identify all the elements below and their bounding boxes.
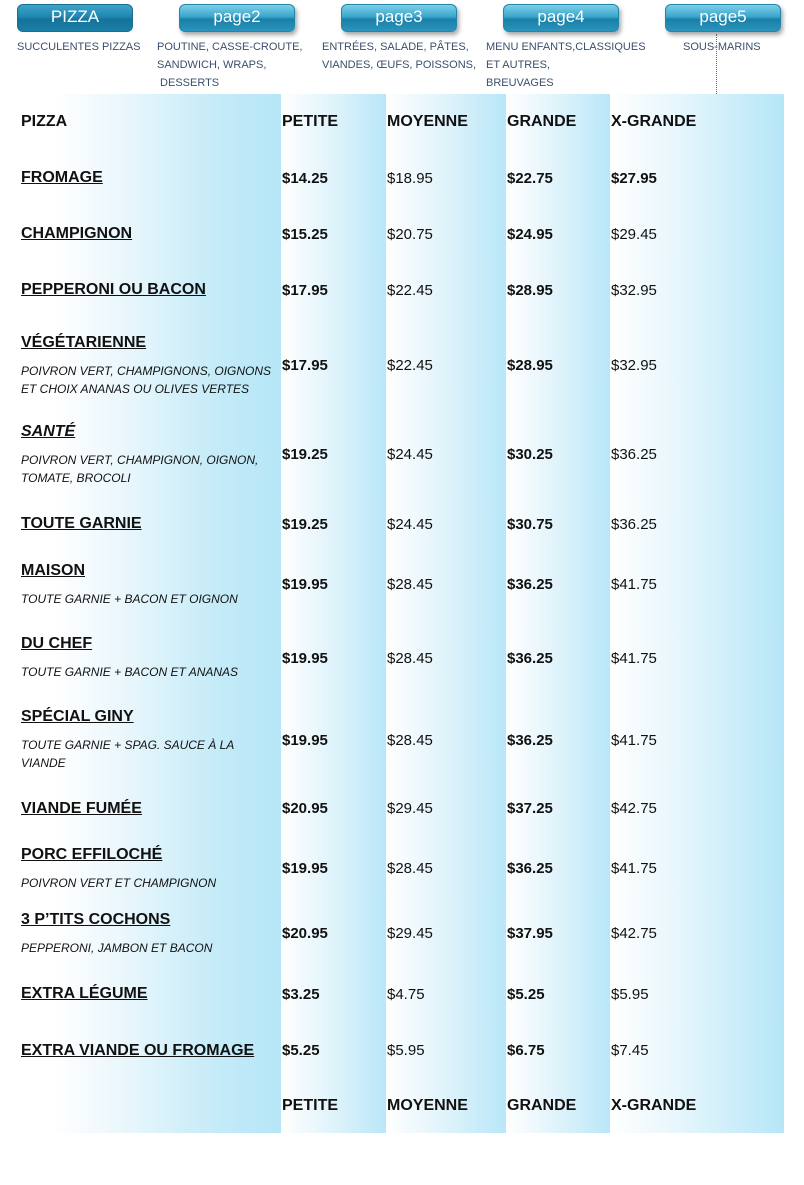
- nav-subtitle-page5: [683, 38, 783, 56]
- price-moyenne: $22.45: [386, 318, 506, 413]
- item-description: POIVRON VERT, CHAMPIGNON, OIGNON, TOMATE, BROCOLI: [21, 452, 259, 485]
- price-moyenne: $24.45: [386, 496, 506, 552]
- nav-button-page4[interactable]: page4: [503, 4, 619, 32]
- nav-subtitle-line: VIANDES, ŒUFS, POISSONS,: [322, 59, 477, 71]
- table-row: [17, 781, 784, 836]
- price-xgrande: $27.95: [610, 150, 784, 206]
- item-name[interactable]: EXTRA VIANDE OU FROMAGE: [21, 1041, 255, 1059]
- item-description: TOUTE GARNIE + BACON ET OIGNON: [21, 591, 238, 606]
- price-moyenne: $20.75: [386, 206, 506, 262]
- price-xgrande: $41.75: [610, 617, 784, 699]
- table-row: [17, 699, 784, 781]
- item-name[interactable]: VÉGÉTARIENNE: [21, 333, 147, 351]
- price-grande: $6.75: [506, 1022, 610, 1079]
- price-moyenne: $18.95: [386, 150, 506, 206]
- price-petite: $19.25: [281, 413, 386, 496]
- nav-subtitle-line: SOUS-MARINS: [683, 41, 761, 53]
- price-grande: $30.25: [506, 413, 610, 496]
- item-name-cell: [17, 699, 281, 781]
- item-name-cell: [17, 781, 281, 836]
- nav-subtitle-line: ENTRÉES, SALADE, PÂTES,: [322, 41, 469, 53]
- nav-button-pizza[interactable]: PIZZA: [17, 4, 133, 32]
- price-petite: $3.25: [281, 966, 386, 1022]
- price-xgrande: $36.25: [610, 496, 784, 552]
- nav-button-page2[interactable]: page2: [179, 4, 295, 32]
- price-moyenne: $24.45: [386, 413, 506, 496]
- table-row: [17, 496, 784, 552]
- item-name[interactable]: PORC EFFILOCHÉ: [21, 845, 163, 863]
- price-grande: $36.25: [506, 699, 610, 781]
- item-name[interactable]: VIANDE FUMÉE: [21, 799, 142, 817]
- nav-subtitle-line: SUCCULENTES PIZZAS: [17, 41, 141, 53]
- price-petite: $19.25: [281, 496, 386, 552]
- price-grande: $30.75: [506, 496, 610, 552]
- table-row: [17, 552, 784, 617]
- price-petite: $14.25: [281, 150, 386, 206]
- price-grande: $22.75: [506, 150, 610, 206]
- price-moyenne: $29.45: [386, 901, 506, 966]
- price-petite: $20.95: [281, 781, 386, 836]
- price-grande: $28.95: [506, 262, 610, 318]
- table-header-row: [17, 94, 784, 150]
- price-moyenne: $5.95: [386, 1022, 506, 1079]
- nav-subtitle-pizza: [17, 38, 157, 56]
- nav-button-page5[interactable]: page5: [665, 4, 781, 32]
- item-name-cell: [17, 150, 281, 206]
- price-petite: $15.25: [281, 206, 386, 262]
- table-row: [17, 617, 784, 699]
- item-name-cell: [17, 413, 281, 496]
- price-xgrande: $32.95: [610, 318, 784, 413]
- item-name[interactable]: TOUTE GARNIE: [21, 515, 142, 532]
- item-name-cell: [17, 617, 281, 699]
- table-row: [17, 836, 784, 901]
- nav-subtitle-line: DESSERTS: [157, 77, 220, 89]
- item-name-cell: [17, 318, 281, 413]
- nav-subtitle-page3: [322, 38, 482, 74]
- nav-subtitle-line: BREUVAGES: [486, 77, 554, 89]
- price-xgrande: $42.75: [610, 901, 784, 966]
- item-name[interactable]: PEPPERONI OU BACON: [21, 281, 206, 298]
- price-petite: $19.95: [281, 552, 386, 617]
- price-moyenne: $28.45: [386, 617, 506, 699]
- item-name-cell: [17, 552, 281, 617]
- footer-moyenne: MOYENNE: [386, 1079, 506, 1133]
- item-name[interactable]: SPÉCIAL GINY: [21, 708, 134, 725]
- table-row: [17, 262, 784, 318]
- nav-subtitle-line: POUTINE, CASSE-CROUTE,: [157, 41, 303, 53]
- item-name[interactable]: EXTRA LÉGUME: [21, 985, 148, 1002]
- footer-grande: GRANDE: [506, 1079, 610, 1133]
- price-petite: $19.95: [281, 836, 386, 901]
- item-description: TOUTE GARNIE + SPAG. SAUCE À LA VIANDE: [21, 738, 234, 770]
- nav-divider: [716, 34, 717, 94]
- price-grande: $28.95: [506, 318, 610, 413]
- nav-subtitle-page4: [486, 38, 656, 92]
- nav-subtitle-line: MENU ENFANTS,CLASSIQUES: [486, 41, 646, 53]
- price-moyenne: $28.45: [386, 836, 506, 901]
- footer-category: [17, 1079, 281, 1133]
- table-row: [17, 150, 784, 206]
- item-name-cell: [17, 262, 281, 318]
- header-moyenne: MOYENNE: [386, 94, 506, 150]
- header-petite: PETITE: [281, 94, 386, 150]
- price-xgrande: $42.75: [610, 781, 784, 836]
- price-xgrande: $41.75: [610, 836, 784, 901]
- item-description: POIVRON VERT, CHAMPIGNONS, OIGNONS ET CHOIX ANANAS OU OLIVES VERTES: [21, 363, 272, 396]
- price-moyenne: $28.45: [386, 552, 506, 617]
- table-row: [17, 966, 784, 1022]
- nav-subtitle-line: ET AUTRES,: [486, 59, 550, 71]
- item-name-cell: [17, 206, 281, 262]
- header-xgrande: X-GRANDE: [610, 94, 784, 150]
- footer-petite: PETITE: [281, 1079, 386, 1133]
- table-row: [17, 1022, 784, 1079]
- price-petite: $17.95: [281, 262, 386, 318]
- table-row: [17, 318, 784, 413]
- price-moyenne: $4.75: [386, 966, 506, 1022]
- item-name-cell: [17, 1022, 281, 1079]
- price-xgrande: $5.95: [610, 966, 784, 1022]
- table-footer-row: [17, 1079, 784, 1133]
- nav-subtitle-page2: [157, 38, 317, 92]
- price-moyenne: $28.45: [386, 699, 506, 781]
- price-xgrande: $36.25: [610, 413, 784, 496]
- price-grande: $36.25: [506, 836, 610, 901]
- table-row: [17, 413, 784, 496]
- item-name[interactable]: SANTÉ: [21, 422, 76, 440]
- item-name[interactable]: MAISON: [21, 561, 85, 579]
- table-row: [17, 901, 784, 966]
- item-description: TOUTE GARNIE + BACON ET ANANAS: [21, 665, 239, 679]
- price-xgrande: $41.75: [610, 552, 784, 617]
- item-name[interactable]: FROMAGE: [21, 169, 103, 186]
- item-name[interactable]: 3 P’TITS COCHONS: [21, 910, 171, 928]
- pizza-price-table: [17, 94, 784, 1133]
- price-petite: $17.95: [281, 318, 386, 413]
- header-grande: GRANDE: [506, 94, 610, 150]
- price-petite: $5.25: [281, 1022, 386, 1079]
- item-description: POIVRON VERT ET CHAMPIGNON: [21, 875, 217, 890]
- item-name[interactable]: CHAMPIGNON: [21, 225, 133, 242]
- price-grande: $36.25: [506, 552, 610, 617]
- price-xgrande: $41.75: [610, 699, 784, 781]
- item-description: PEPPERONI, JAMBON ET BACON: [21, 940, 213, 955]
- item-name-cell: [17, 966, 281, 1022]
- item-name-cell: [17, 836, 281, 901]
- nav-button-page3[interactable]: page3: [341, 4, 457, 32]
- price-moyenne: $29.45: [386, 781, 506, 836]
- header-category: PIZZA: [17, 94, 281, 150]
- price-moyenne: $22.45: [386, 262, 506, 318]
- top-navigation: [0, 0, 804, 94]
- price-grande: $5.25: [506, 966, 610, 1022]
- price-petite: $19.95: [281, 699, 386, 781]
- price-grande: $36.25: [506, 617, 610, 699]
- price-petite: $19.95: [281, 617, 386, 699]
- price-grande: $37.25: [506, 781, 610, 836]
- item-name-cell: [17, 496, 281, 552]
- price-xgrande: $7.45: [610, 1022, 784, 1079]
- item-name-cell: [17, 901, 281, 966]
- footer-xgrande: X-GRANDE: [610, 1079, 784, 1133]
- price-xgrande: $32.95: [610, 262, 784, 318]
- price-petite: $20.95: [281, 901, 386, 966]
- price-grande: $37.95: [506, 901, 610, 966]
- item-name[interactable]: DU CHEF: [21, 635, 93, 652]
- price-grande: $24.95: [506, 206, 610, 262]
- price-xgrande: $29.45: [610, 206, 784, 262]
- nav-subtitle-line: SANDWICH, WRAPS,: [157, 59, 267, 71]
- table-row: [17, 206, 784, 262]
